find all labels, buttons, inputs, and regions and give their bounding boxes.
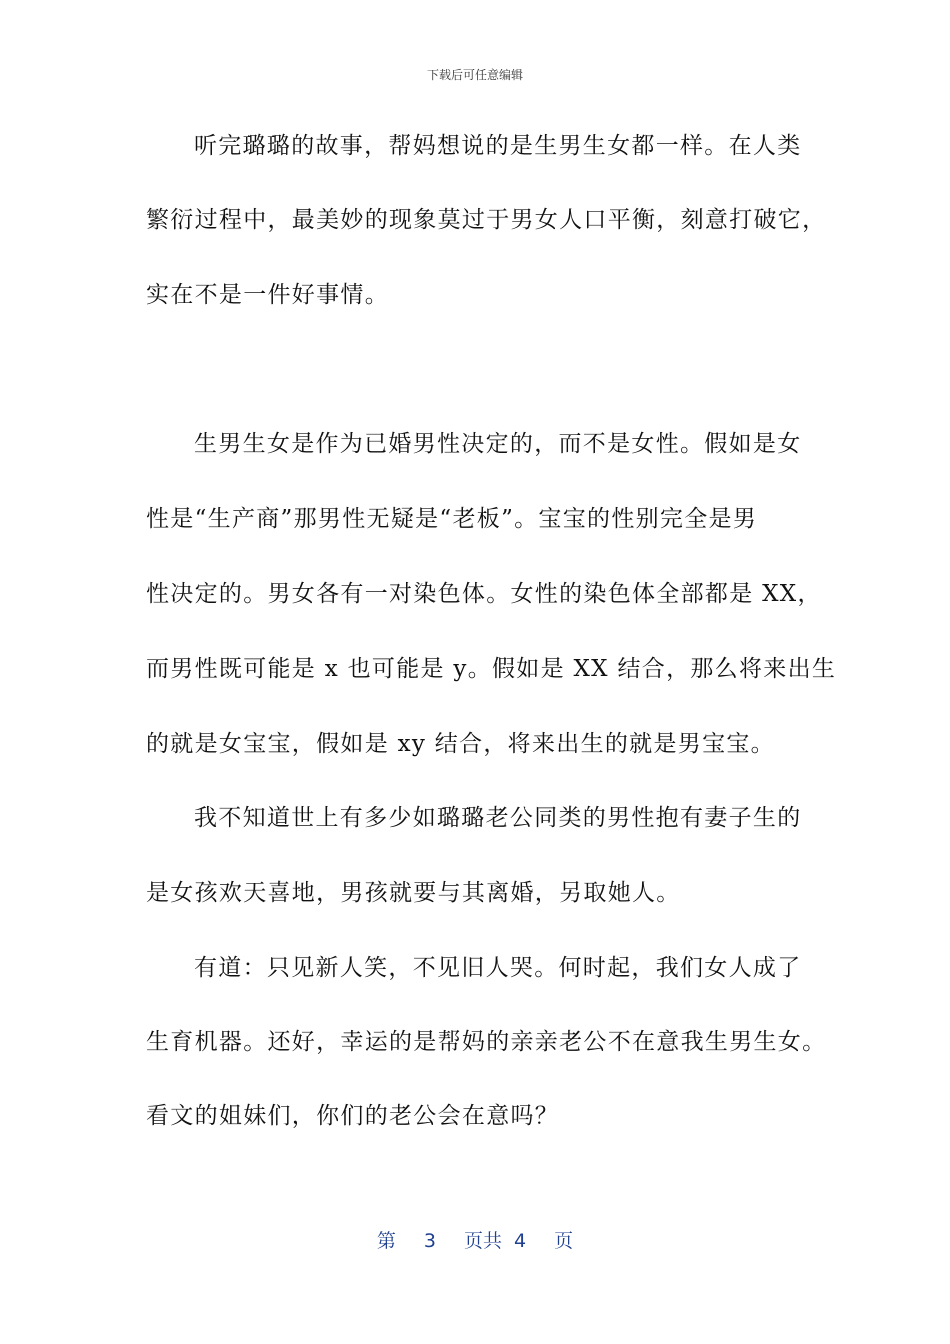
- paragraph-line: 生育机器。还好，幸运的是帮妈的亲亲老公不在意我生男生女。: [146, 1029, 827, 1055]
- paragraph-line: 听完璐璐的故事，帮妈想说的是生男生女都一样。在人类: [194, 133, 802, 159]
- paragraph-line: 而男性既可能是 x 也可能是 y。假如是 XX 结合，那么将来出生: [146, 656, 837, 682]
- paragraph-line: 生男生女是作为已婚男性决定的，而不是女性。假如是女: [194, 431, 802, 457]
- page-footer: [0, 1226, 950, 1253]
- footer-total-pages: 4: [514, 1230, 527, 1252]
- paragraph-line: 性是“生产商”那男性无疑是“老板”。宝宝的性别完全是男: [146, 506, 758, 532]
- paragraph-line: 是女孩欢天喜地，男孩就要与其离婚，另取她人。: [146, 880, 681, 906]
- paragraph-line: 有道：只见新人笑，不见旧人哭。何时起，我们女人成了: [194, 955, 802, 981]
- paragraph-line: 实在不是一件好事情。: [146, 282, 389, 308]
- footer-current-page: 3: [423, 1230, 436, 1252]
- footer-page-label: 第: [376, 1230, 396, 1252]
- paragraph-line: 性决定的。男女各有一对染色体。女性的染色体全部都是 XX，: [146, 581, 822, 607]
- footer-page-suffix: 页: [554, 1230, 574, 1252]
- paragraph-line: 我不知道世上有多少如璐璐老公同类的男性抱有妻子生的: [194, 805, 802, 831]
- paragraph-line: 看文的姐妹们，你们的老公会在意吗？: [146, 1103, 560, 1129]
- page-header: 下载后可任意编辑: [426, 68, 523, 82]
- paragraph-line: 繁衍过程中，最美妙的现象莫过于男女人口平衡，刻意打破它，: [146, 207, 827, 233]
- footer-total-label: 页共: [463, 1230, 502, 1252]
- paragraph-line: 的就是女宝宝，假如是 xy 结合，将来出生的就是男宝宝。: [146, 731, 775, 757]
